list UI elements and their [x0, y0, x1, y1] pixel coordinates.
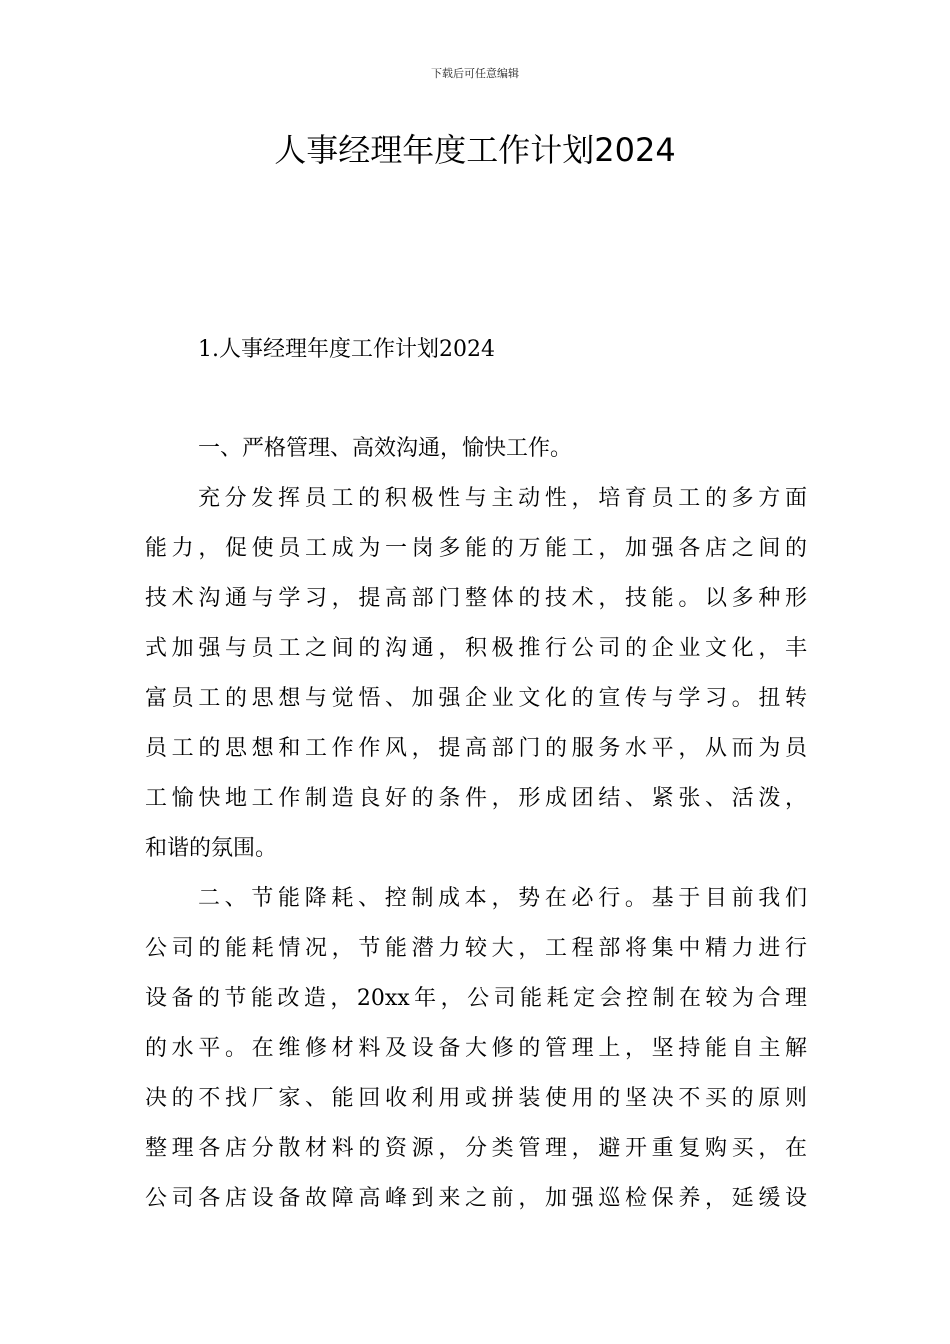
paragraph-line: 式加强与员工之间的沟通，积极推行公司的企业文化，丰	[145, 636, 807, 661]
paragraph-line: 的水平。在维修材料及设备大修的管理上，坚持能自主解	[145, 1036, 807, 1061]
paragraph-line: 决的不找厂家、能回收利用或拼装使用的坚决不买的原则	[145, 1086, 807, 1111]
paragraph-line: 公司各店设备故障高峰到来之前，加强巡检保养，延缓设	[145, 1186, 807, 1211]
paragraph-line: 公司的能耗情况，节能潜力较大，工程部将集中精力进行	[145, 936, 807, 961]
section-heading: 1.人事经理年度工作计划2024	[198, 337, 495, 362]
paragraph-line: 充分发挥员工的积极性与主动性，培育员工的多方面	[198, 486, 807, 511]
paragraph-line: 和谐的氛围。	[145, 836, 278, 861]
document-title: 人事经理年度工作计划2024	[274, 131, 676, 169]
paragraph-line: 富员工的思想与觉悟、加强企业文化的宣传与学习。扭转	[145, 686, 807, 711]
paragraph-line: 二、节能降耗、控制成本，势在必行。基于目前我们	[198, 886, 807, 911]
paragraph-line: 整理各店分散材料的资源，分类管理，避开重复购买，在	[145, 1136, 807, 1161]
header-note: 下载后可任意编辑	[431, 67, 519, 80]
paragraph-line: 设备的节能改造，20xx年，公司能耗定会控制在较为合理	[145, 986, 807, 1011]
paragraph-line: 员工的思想和工作作风，提高部门的服务水平，从而为员	[145, 736, 807, 761]
paragraph-line: 一、严格管理、高效沟通，愉快工作。	[198, 436, 573, 461]
document-body	[145, 424, 807, 1224]
paragraph-line: 技术沟通与学习，提高部门整体的技术，技能。以多种形	[145, 586, 807, 611]
paragraph-line: 能力，促使员工成为一岗多能的万能工，加强各店之间的	[145, 536, 807, 561]
paragraph-line: 工愉快地工作制造良好的条件，形成团结、紧张、活泼，	[145, 786, 807, 811]
